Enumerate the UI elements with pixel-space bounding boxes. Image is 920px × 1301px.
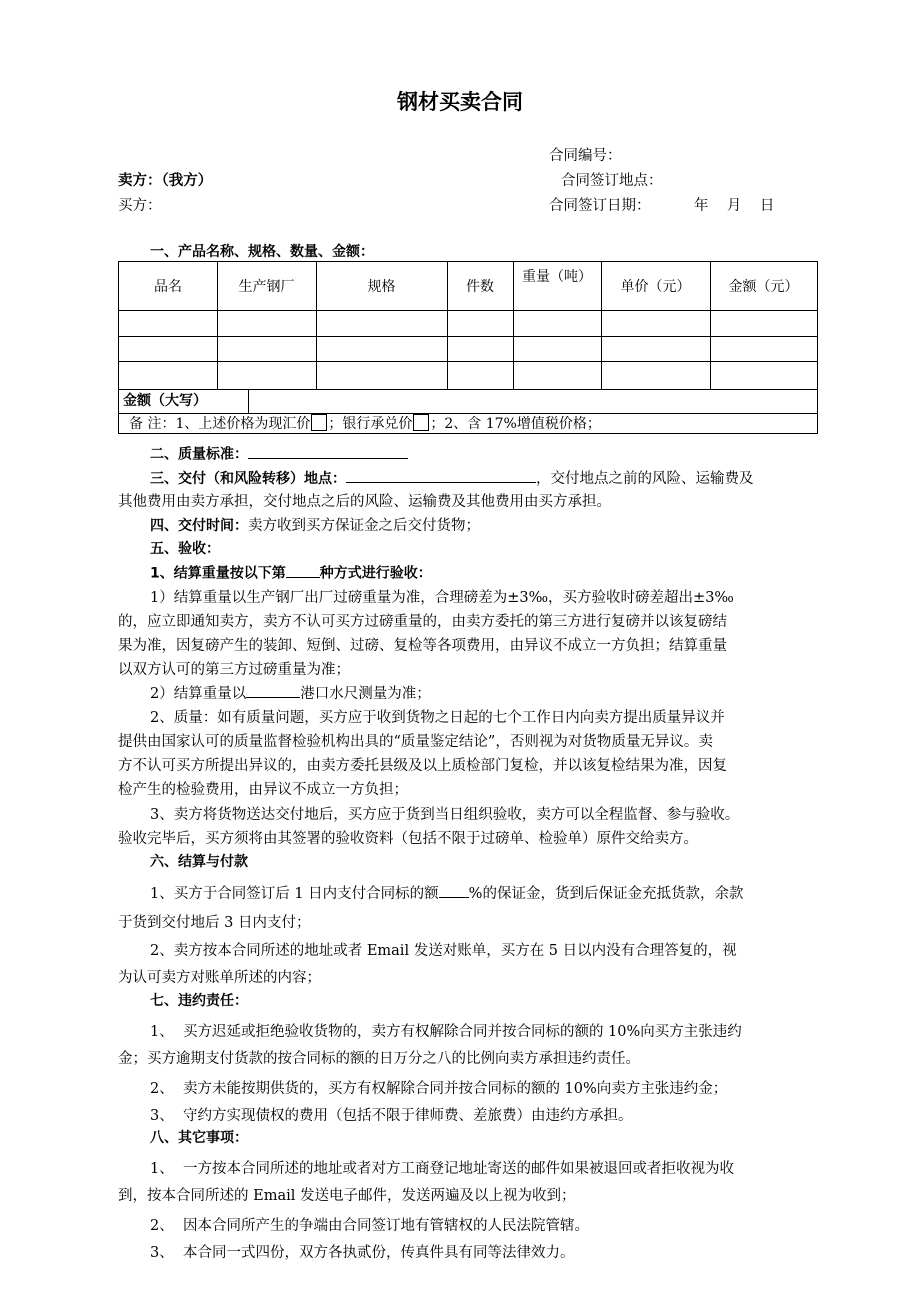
item1-line-3: 果为准，因复磅产生的装卸、短倒、过磅、复检等各项费用，由异议不成立一方负担；结算重量 <box>118 638 727 654</box>
payment-line-2: 于货到交付地后 3 日内支付； <box>118 915 311 931</box>
column-header-product: 品名 <box>154 279 182 295</box>
seller-label: 卖方：（我方） <box>118 173 213 189</box>
item2-line: 2）结算重量以 港口水尺测量为准； <box>150 682 431 703</box>
section-7-heading: 七、违约责任： <box>150 993 248 1009</box>
quality-line-3: 方不认可买方所提出异议的，由卖方委托县级及以上质检部门复检，并以该复检结果为准，因复 <box>118 758 727 774</box>
section-4: 四、交付时间：卖方收到买方保证金之后交付货物； <box>150 518 480 534</box>
product-table <box>118 261 818 434</box>
document-title: 钢材买卖合同 <box>397 90 523 114</box>
item1-line-2: 的，应立即通知卖方，卖方不认可买方过磅重量的，由卖方委托的第三方进行复磅并以该复磅结 <box>118 614 727 630</box>
breach-2: 2、 卖方未能按期供货的，买方有权解除合同并按合同标的额的 10%向卖方主张违约金； <box>150 1081 728 1097</box>
breach-1-line-1: 1、 买方迟延或拒绝验收货物的，卖方有权解除合同并按合同标的额的 10%向买方主张违约 <box>150 1024 742 1040</box>
quality-line-2: 提供由国家认可的质量监督检验机构出具的“质量鉴定结论”，否则视为对货物质量无异议。卖 <box>118 734 713 750</box>
quality-standard-blank[interactable] <box>248 443 408 459</box>
column-header-pieces: 件数 <box>466 279 494 295</box>
item1-line-1: 1）结算重量以生产钢厂出厂过磅重量为准，合理磅差为±3‰，买方验收时磅差超出±3‰ <box>150 590 734 606</box>
breach-1-line-2: 金；买方逾期支付货款的按合同标的额的日万分之八的比例向卖方承担违约责任。 <box>118 1051 640 1067</box>
sign-place-label: 合同签订地点： <box>561 173 663 189</box>
other-3: 3、 本合同一式四份，双方各执贰份，传真件具有同等法律效力。 <box>150 1245 575 1261</box>
section-5-sub-1: 1、结算重量按以下第 种方式进行验收： <box>150 562 432 583</box>
deposit-percent-blank[interactable] <box>439 882 469 898</box>
sign-date-label: 合同签订日期： <box>549 198 651 214</box>
cash-price-checkbox[interactable] <box>311 414 327 431</box>
statement-line-2: 为认可卖方对账单所述的内容； <box>118 970 321 986</box>
other-1-line-2: 到，按本合同所述的 Email 发送电子邮件，发送两遍及以上视为收到； <box>118 1188 576 1204</box>
column-header-mill: 生产钢厂 <box>238 279 295 295</box>
contract-number-label: 合同编号： <box>549 148 622 164</box>
method-number-blank[interactable] <box>286 562 320 578</box>
breach-3: 3、 守约方实现债权的费用（包括不限于律师费、差旅费）由违约方承担。 <box>150 1108 633 1124</box>
table-note: 备 注：1、上述价格为现汇价 ；银行承兑价 ；2、含 17%增值税价格； <box>129 416 601 432</box>
section-3-line-2: 其他费用由卖方承担，交付地点之后的风险、运输费及其他费用由买方承担。 <box>118 494 611 510</box>
buyer-label: 买方： <box>118 198 162 214</box>
section-3-line-1: 三、交付（和风险转移）地点： ，交付地点之前的风险、运输费及 <box>150 467 754 488</box>
delivery-place-blank[interactable] <box>346 467 536 483</box>
other-2: 2、 因本合同所产生的争端由合同签订地有管辖权的人民法院管辖。 <box>150 1218 589 1234</box>
port-blank[interactable] <box>246 682 300 698</box>
section-5-heading: 五、验收： <box>150 541 220 557</box>
payment-line-1: 1、买方于合同签订后 1 日内支付合同标的额 %的保证金，货到后保证金充抵货款，余款 <box>150 882 743 903</box>
bank-acceptance-checkbox[interactable] <box>413 414 429 431</box>
section-2-heading: 二、质量标准： <box>150 443 408 464</box>
statement-line-1: 2、卖方按本合同所述的地址或者 Email 发送对账单，买方在 5 日以内没有合理答复的，视 <box>150 943 737 959</box>
column-header-spec: 规格 <box>367 279 396 295</box>
section-1-heading: 一、产品名称、规格、数量、金额： <box>150 244 374 260</box>
acceptance-line-2: 验收完毕后，买方须将由其签署的验收资料（包括不限于过磅单、检验单）原件交给卖方。 <box>118 831 698 847</box>
column-header-weight: 重量（吨） <box>522 269 592 285</box>
section-8-heading: 八、其它事项： <box>150 1130 248 1146</box>
item1-line-4: 以双方认可的第三方过磅重量为准； <box>118 662 350 678</box>
quality-line-1: 2、质量：如有质量问题，买方应于收到货物之日起的七个工作日内向卖方提出质量异议并 <box>150 710 725 726</box>
sign-date-units: 年 月 日 <box>694 198 775 214</box>
amount-in-words-label: 金额（大写） <box>123 393 207 409</box>
other-1-line-1: 1、 一方按本合同所述的地址或者对方工商登记地址寄送的邮件如果被退回或者拒收视为收 <box>150 1161 734 1177</box>
column-header-amount: 金额（元） <box>728 279 799 295</box>
section-6-heading: 六、结算与付款 <box>150 854 248 870</box>
column-header-unit-price: 单价（元） <box>620 279 691 295</box>
quality-line-4: 检产生的检验费用，由异议不成立一方负担； <box>118 782 408 798</box>
acceptance-line-1: 3、卖方将货物送达交付地后，买方应于货到当日组织验收，卖方可以全程监督、参与验收。 <box>150 807 740 823</box>
